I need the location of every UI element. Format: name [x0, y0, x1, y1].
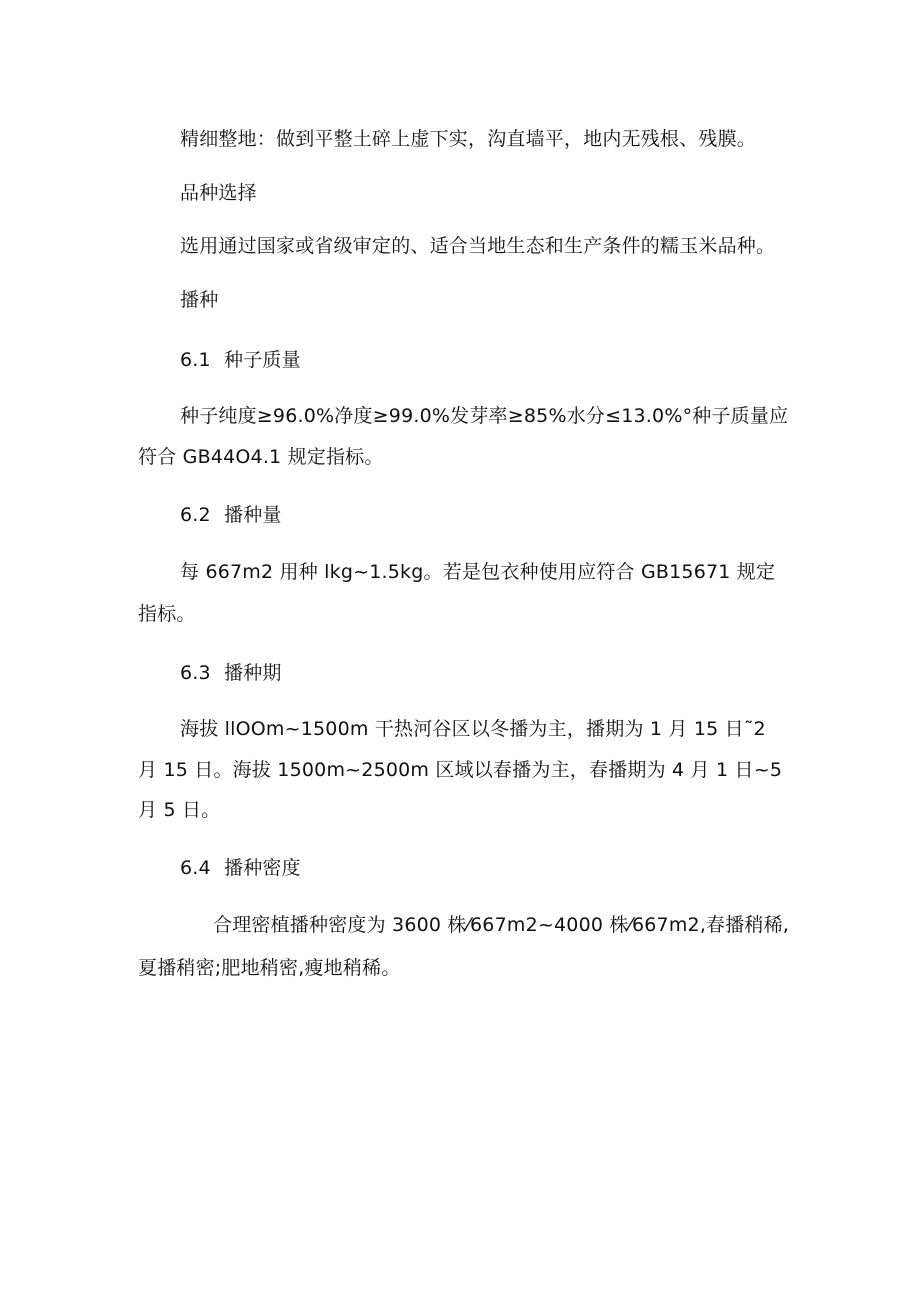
- paragraph-land-prep: 精细整地：做到平整土碎上虚下实，沟直墙平，地内无残根、残膜。: [180, 128, 757, 150]
- section-text-line: 合理密植播种密度为 3600 株⁄667m2~4000 株⁄667m2,春播稍稀,: [213, 914, 790, 936]
- section-text-line: 种子纯度≥96.0%净度≥99.0%发芽率≥85%水分≤13.0%°种子质量应: [180, 405, 789, 427]
- section-heading-6-1: [180, 347, 301, 373]
- heading-variety: 品种选择: [180, 182, 257, 204]
- section-text-line: 指标。: [138, 603, 196, 625]
- section-title: 种子质量: [224, 349, 301, 371]
- section-heading-6-3: [180, 660, 282, 686]
- section-title: 播种期: [224, 662, 282, 684]
- section-text-line: 月 5 日。: [138, 799, 221, 821]
- section-number: 6.4: [180, 857, 211, 879]
- section-text-line: 夏播稍密;肥地稍密,瘦地稍稀。: [138, 957, 401, 979]
- section-text-line: 月 15 日。海拔 1500m~2500m 区域以春播为主，春播期为 4 月 1 日~5: [138, 759, 783, 781]
- section-title: 播种密度: [224, 857, 301, 879]
- section-number: 6.3: [180, 662, 211, 684]
- section-text-line: 符合 GB44O4.1 规定指标。: [138, 446, 384, 468]
- section-title: 播种量: [224, 504, 282, 526]
- section-heading-6-4: [180, 855, 301, 881]
- section-number: 6.1: [180, 349, 211, 371]
- section-text-line: 每 667m2 用种 lkg~1.5kg。若是包衣种使用应符合 GB15671 规定: [180, 561, 776, 583]
- section-text-line: 海拔 llOOm~1500m 干热河谷区以冬播为主，播期为 1 月 15 日˜2: [180, 718, 766, 740]
- paragraph-variety: 选用通过国家或省级审定的、适合当地生态和生产条件的糯玉米品种。: [180, 235, 776, 257]
- section-heading-6-2: [180, 502, 282, 528]
- heading-sowing: 播种: [180, 289, 219, 311]
- section-number: 6.2: [180, 504, 211, 526]
